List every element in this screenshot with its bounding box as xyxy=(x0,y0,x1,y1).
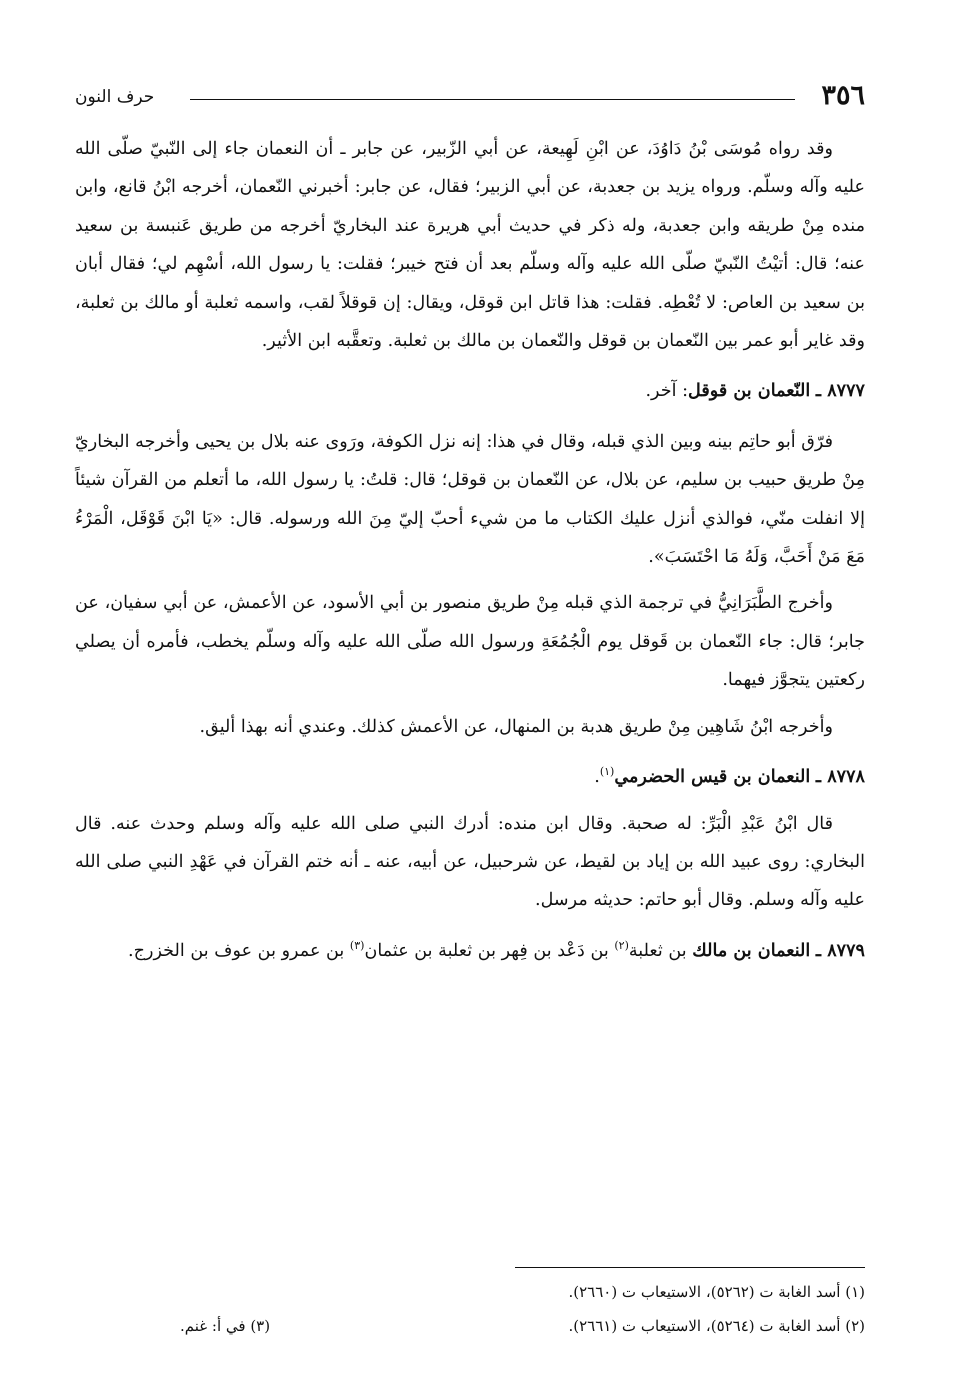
footnote-1: (١) أسد الغابة ت (٥٢٦٢)، الاستيعاب ت (٢٦٦٠). xyxy=(568,1283,865,1301)
entry-text: بن دَعْد بن فِهر بن ثعلبة بن عثمان xyxy=(364,940,615,961)
paragraph: وأخرج الطَّبَرَانِيُّ في ترجمة الذي قبله مِنْ طريق منصور بن أبي الأسود، عن الأعمش، عن أبي سفيان، عن جابر؛ قال: جاء النّعمان بن قَوقل يوم الْجُمُعَةِ ورسول الله صلّى الله عليه وآله وسلّم يخطب، فأمره أن يصلي ركعتين يتجوَّز فيهما. xyxy=(75,593,865,691)
entry-rest: : آخر. xyxy=(645,381,689,402)
footnote-line xyxy=(75,1275,865,1309)
entry-number: ٨٧٧٨ ـ xyxy=(815,766,865,788)
entry-rest: . xyxy=(594,767,600,788)
entry-name: النعمان بن مالك xyxy=(692,939,811,961)
footnote-line xyxy=(75,1309,865,1343)
footnote-marker: (٢) xyxy=(614,938,629,952)
entry-number: ٨٧٧٩ ـ xyxy=(815,939,865,961)
entry-heading-8779 xyxy=(75,932,865,970)
footnote-3: (٣) في أ: غنم. xyxy=(180,1317,271,1335)
entry-name: النعمان بن قيس الحضرمي xyxy=(614,766,811,788)
paragraph: وأخرجه ابْنُ شَاهِين مِنْ طريق هدبة بن المنهال، عن الأعمش كذلك. وعندي أنه بهذا أليق. xyxy=(199,716,833,737)
footnote-marker: (١) xyxy=(599,765,615,779)
page-number: ٣٥٦ xyxy=(821,80,865,111)
entry-name: النّعمان بن قوقل xyxy=(688,380,811,402)
entry-text: بن عمرو بن عوف بن الخزرج. xyxy=(128,940,350,961)
page-body xyxy=(75,130,865,970)
footnote-marker: (٣) xyxy=(349,938,365,952)
footnotes xyxy=(75,1275,865,1343)
entry-heading-8777 xyxy=(75,372,865,410)
paragraph: فرّق أبو حاتِم بينه وبين الذي قبله، وقال في هذا: إنه نزل الكوفة، ورَوى عنه بلال بن يحيى وأخرجه البخاريّ مِنْ طريق حبيب بن سليم، عن بلال، عن النّعمان بن قوقل؛ قال: قلتُ: يا رسول الله، ما أتعلم من القرآن شيئاً إلا انفلت منّي، فوالذي أنزل عليك الكتاب ما من شيء أحبّ إليّ مِنَ الله ورسوله. قال: «يَا ابْنَ قَوْقَل، الْمَرْءُ مَعَ مَنْ أَحَبَّ، وَلَهُ مَا احْتَسَبَ». xyxy=(75,431,866,568)
paragraph: قال ابْنُ عَبْدِ الْبَرِّ: له صحبة. وقال ابن منده: أدرك النبي صلى الله عليه وآله وسلم وحدث عنه. قال البخاري: روى عبيد الله بن إياد بن لقيط، عن شرحبيل، عن أبيه، عنه ـ أنه ختم القرآن في عَهْدِ النبي صلى الله عليه وآله وسلم. وقال أبو حاتم: حديثه مرسل. xyxy=(75,813,865,911)
running-title: حرف النون xyxy=(75,87,155,107)
entry-number: ٨٧٧٧ ـ xyxy=(815,380,865,402)
entry-heading-8778 xyxy=(75,758,865,796)
footnote-2: (٢) أسد الغابة ت (٥٢٦٤)، الاستيعاب ت (٢٦٦١). xyxy=(568,1317,865,1335)
footnote-rule xyxy=(515,1267,865,1268)
header-rule xyxy=(190,99,795,100)
paragraph: وقد رواه مُوسَى بْنُ دَاوُدَ، عن ابْنِ لَهِيعة، عن أبي الزّبير، عن جابر ـ أن النعمان جاء إلى النّبيّ صلّى الله عليه وآله وسلّم. ورواه يزيد بن جعدبة، عن أبي الزبير؛ فقال، عن جابر: أخبرني النّعمان، أخرجه ابْنُ قانع، وابن منده مِنْ طريقه وابن جعدبة، وله ذكر في حديث أبي هريرة عند البخاريّ أخرجه من طريق عَنبسة بن سعيد عنه؛ قال: أتيْتُ النّبيّ صلّى الله عليه وآله وسلّم بعد أن فتح خيبر؛ فقلت: يا رسول الله، أسْهِم لي؛ فقال أبان بن سعيد بن العاص: لا تُعْطِه. فقلت: هذا قاتل ابن قوقل، ويقال: إن قوقلاً لقب، واسمه ثعلبة أو مالك بن ثعلبة، وقد غاير أبو عمر بين النّعمان بن قوقل والنّعمان بن مالك بن ثعلبة. وتعقَّبه ابن الأثير. xyxy=(75,139,865,352)
page-header xyxy=(75,78,865,118)
entry-text: بن ثعلبة xyxy=(628,940,693,961)
